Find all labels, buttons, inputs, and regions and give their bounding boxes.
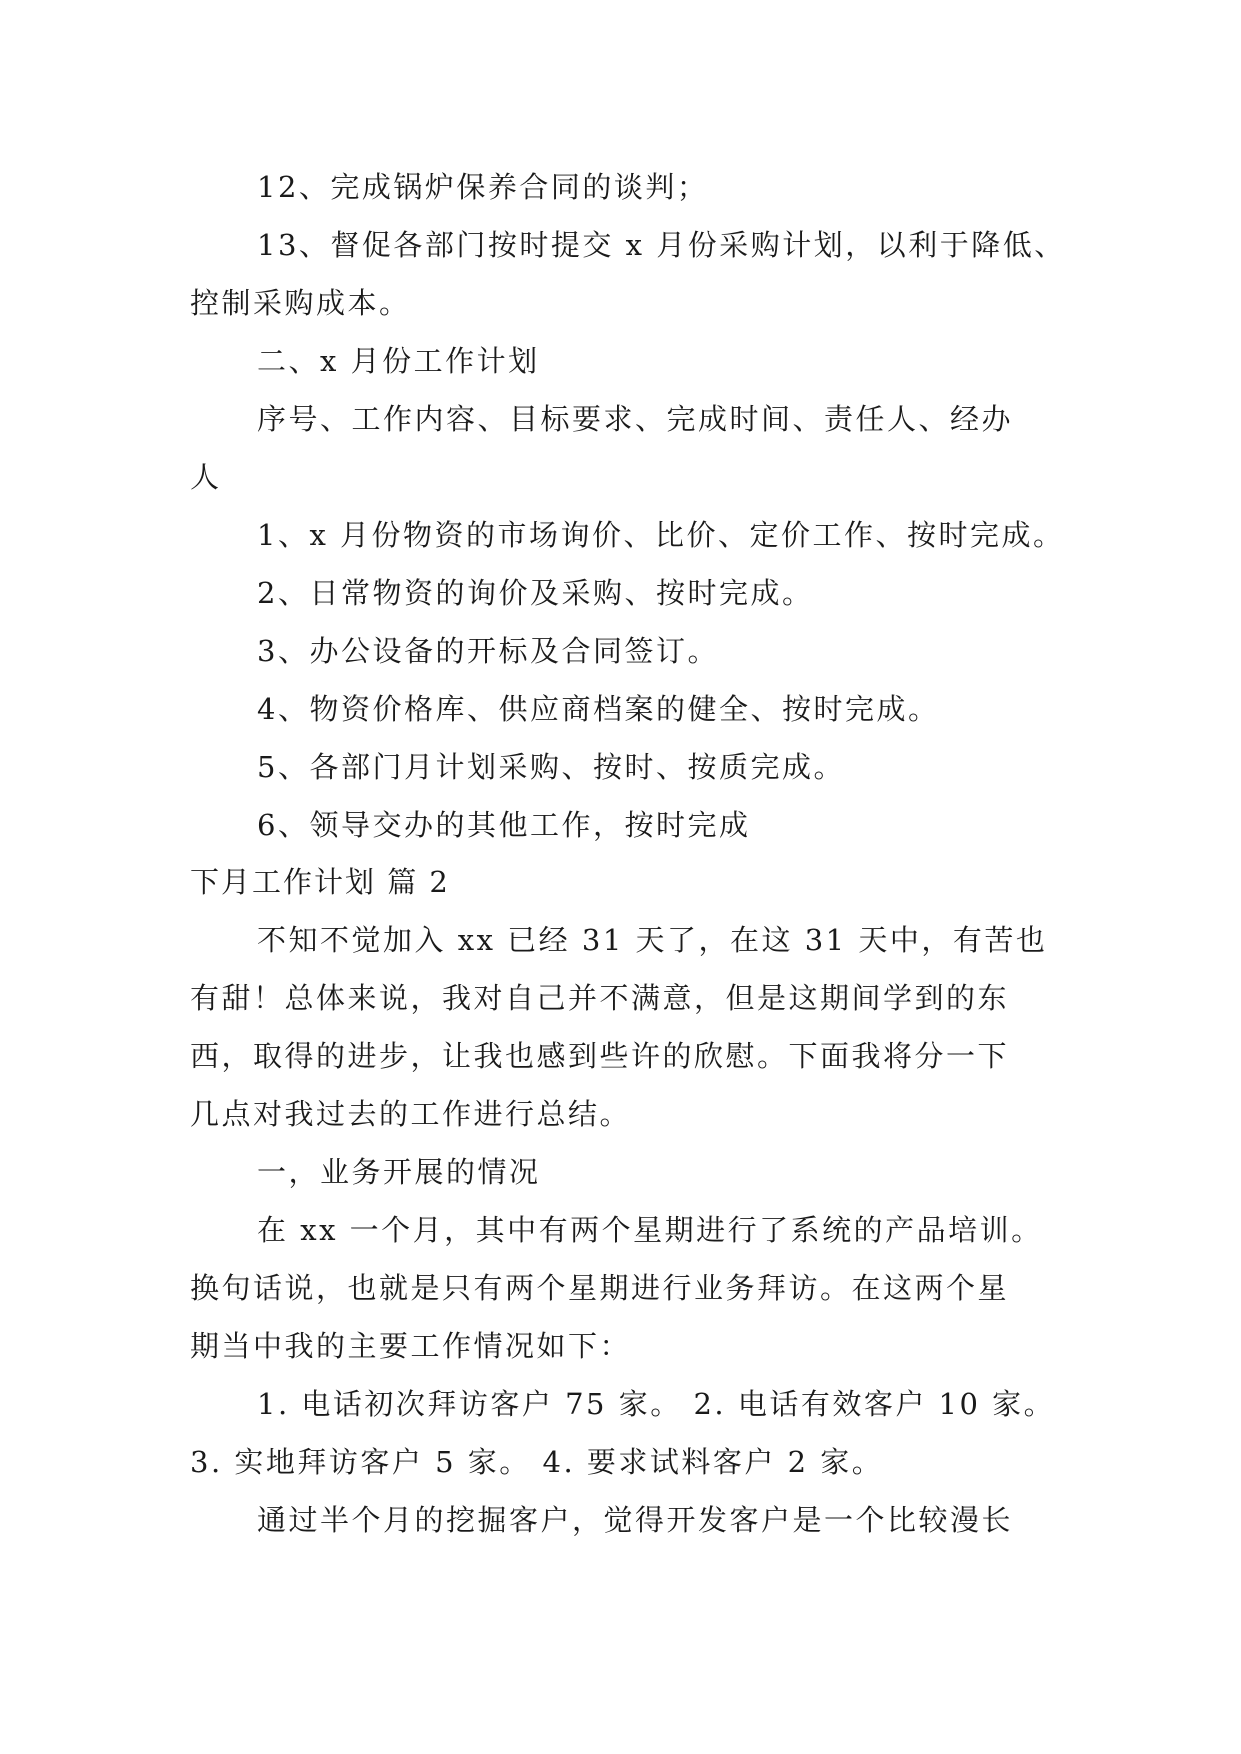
list-item: 6、领导交办的其他工作，按时完成 [257, 808, 751, 842]
paragraph-line: 在 xx 一个月，其中有两个星期进行了系统的产品培训。 [257, 1213, 1043, 1247]
paragraph-line: 有甜！总体来说，我对自己并不满意，但是这期间学到的东 [190, 981, 1010, 1015]
list-item: 4、物资价格库、供应商档案的健全、按时完成。 [257, 692, 940, 726]
list-item: 3. 实地拜访客户 5 家。 4. 要求试料客户 2 家。 [190, 1445, 884, 1479]
list-item: 3、办公设备的开标及合同签订。 [257, 634, 719, 668]
list-item: 1. 电话初次拜访客户 75 家。 2. 电话有效客户 10 家。 [257, 1387, 1056, 1421]
list-item: 5、各部门月计划采购、按时、按质完成。 [257, 750, 845, 784]
paragraph-line: 13、督促各部门按时提交 x 月份采购计划，以利于降低、 [257, 228, 1066, 262]
list-item: 1、x 月份物资的市场询价、比价、定价工作、按时完成。 [257, 518, 1065, 552]
article-title: 下月工作计划 篇 2 [190, 865, 450, 899]
list-item: 2、日常物资的询价及采购、按时完成。 [257, 576, 814, 610]
paragraph-line: 几点对我过去的工作进行总结。 [190, 1097, 632, 1131]
section-heading: 一，业务开展的情况 [257, 1155, 541, 1189]
section-heading: 二、x 月份工作计划 [257, 344, 540, 378]
paragraph-line: 序号、工作内容、目标要求、完成时间、责任人、经办 [257, 402, 1014, 436]
paragraph-line: 通过半个月的挖掘客户，觉得开发客户是一个比较漫长 [257, 1503, 1014, 1537]
paragraph-line: 12、完成锅炉保养合同的谈判； [257, 170, 709, 204]
paragraph-line: 换句话说，也就是只有两个星期进行业务拜访。在这两个星 [190, 1271, 1010, 1305]
paragraph-line: 西，取得的进步，让我也感到些许的欣慰。下面我将分一下 [190, 1039, 1010, 1073]
paragraph-line: 期当中我的主要工作情况如下： [190, 1329, 632, 1363]
paragraph-line: 控制采购成本。 [190, 286, 411, 320]
paragraph-line: 人 [190, 460, 222, 494]
paragraph-line: 不知不觉加入 xx 已经 31 天了，在这 31 天中，有苦也 [257, 923, 1048, 957]
